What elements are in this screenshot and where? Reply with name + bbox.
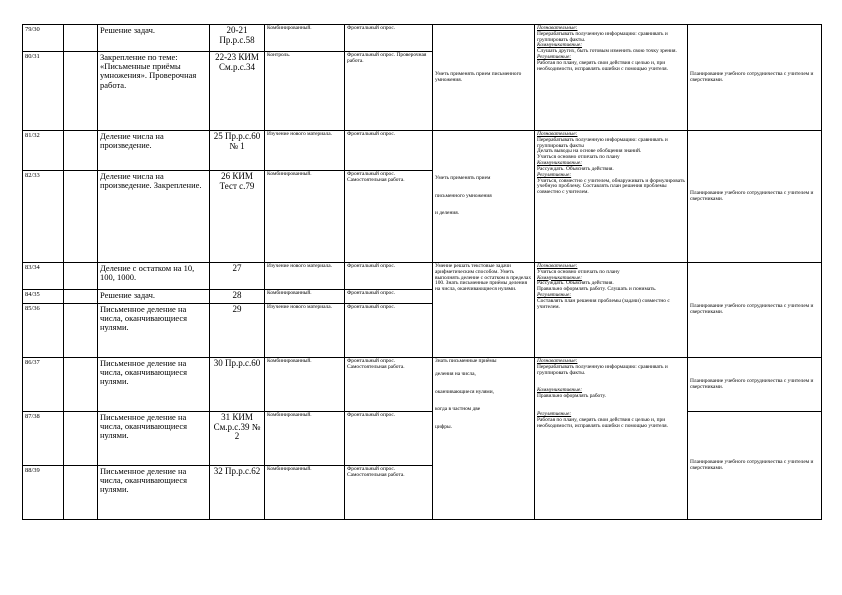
lesson-number: 86/37	[23, 358, 64, 412]
lesson-topic: Письменное деление на числа, оканчивающиеся нулями.	[98, 358, 210, 412]
skills-line: когда в частном две	[435, 406, 481, 413]
lesson-number: 81/32	[23, 131, 64, 171]
textbook-pages: 31 КИМ См.р.с.39 № 2	[210, 412, 265, 466]
uud-text: Рассуждать. Объяснять действия.	[537, 280, 614, 287]
table-row	[23, 263, 822, 290]
control-form: Фронтальный опрос. Самостоятельная работа.	[345, 358, 433, 412]
lesson-type: Изучение нового материала.	[265, 304, 345, 358]
control-form: Фронтальный опрос.	[345, 412, 433, 466]
uud-text: Перерабатывать полученную информацию: сравнивать и группировать факты.	[537, 30, 668, 43]
planning-cell: Планирование учебного сотрудничества с учителем и сверстниками.	[688, 25, 822, 131]
planning-cell: Планирование учебного сотрудничества с учителем и сверстниками.	[688, 412, 822, 520]
skills-cell: Уметь применять прием письменного умножения.	[433, 25, 535, 131]
control-form: Фронтальный опрос.	[345, 263, 433, 290]
date-cell	[64, 304, 98, 358]
uud-heading: Коммуникативные:	[537, 387, 583, 394]
skills-cell	[433, 131, 535, 263]
date-cell	[64, 263, 98, 290]
uud-heading: Познавательные:	[537, 25, 578, 31]
uud-text: Делать выводы на основе обобщения знаний.	[537, 148, 642, 155]
uud-text: Слушать других, быть готовым изменить свою точку зрения.	[537, 48, 677, 55]
date-cell	[64, 131, 98, 171]
uud-text: Работая по плану, сверять свои действия с целью и, при необходимости, исправлять ошибки с помощью учителя.	[537, 416, 668, 429]
uud-text: Учиться основно отличать по плану	[537, 268, 620, 275]
uud-text: Правильно оформлять работу. Слушать и понимать.	[537, 286, 657, 293]
lesson-topic: Деление с остатком на 10, 100, 1000.	[98, 263, 210, 290]
lesson-type: Комбинированный.	[265, 171, 345, 263]
lesson-type: Комбинированный.	[265, 25, 345, 52]
lesson-topic: Деление числа на произведение.	[98, 131, 210, 171]
lesson-topic: Письменное деление на числа, оканчивающиеся нулями.	[98, 412, 210, 466]
skills-line: цифры.	[435, 424, 452, 431]
uud-heading: Познавательные:	[537, 263, 578, 269]
textbook-pages: 26 КИМ Тест с.79	[210, 171, 265, 263]
skills-line: Знать письменные приёмы	[435, 358, 497, 364]
textbook-pages: 28	[210, 290, 265, 304]
lesson-topic: Письменное деление на числа, оканчивающиеся нулями.	[98, 466, 210, 520]
uud-heading: Коммуникативные:	[537, 42, 583, 49]
uud-heading: Регулятивные:	[537, 411, 572, 418]
uud-cell	[535, 263, 688, 358]
uud-heading: Регулятивные:	[537, 292, 572, 299]
uud-heading: Коммуникативные:	[537, 274, 583, 281]
control-form: Фронтальный опрос.	[345, 290, 433, 304]
uud-text: Перерабатывать полученную информацию: сравнивать и группировать факты	[537, 136, 668, 149]
planning-cell: Планирование учебного сотрудничества с учителем и сверстниками.	[688, 263, 822, 358]
skills-line: Уметь применять прием	[435, 174, 491, 181]
planning-cell: Планирование учебного сотрудничества с учителем и сверстниками.	[688, 131, 822, 263]
table-row	[23, 25, 822, 52]
date-cell	[64, 52, 98, 131]
date-cell	[64, 290, 98, 304]
table-row	[23, 412, 822, 466]
table-row	[23, 358, 822, 412]
control-form: Фронтальный опрос. Проверочная работа.	[345, 52, 433, 131]
lesson-type: Изучение нового материала.	[265, 131, 345, 171]
uud-cell	[535, 131, 688, 263]
lesson-number: 80/31	[23, 52, 64, 131]
textbook-pages: 22-23 КИМ См.р.с.34	[210, 52, 265, 131]
uud-heading: Познавательные:	[537, 358, 578, 364]
control-form: Фронтальный опрос. Самостоятельная работа.	[345, 466, 433, 520]
lesson-number: 88/39	[23, 466, 64, 520]
skills-line: письменного умножения	[435, 192, 492, 199]
uud-text: Учиться основно отличать по плану	[537, 154, 620, 161]
lesson-number: 87/38	[23, 412, 64, 466]
textbook-pages: 29	[210, 304, 265, 358]
lesson-topic: Деление числа на произведение. Закрепление.	[98, 171, 210, 263]
textbook-pages: 32 Пр.р.с.62	[210, 466, 265, 520]
control-form: Фронтальный опрос.	[345, 25, 433, 52]
lesson-number: 79/30	[23, 25, 64, 52]
lesson-number: 84/35	[23, 290, 64, 304]
control-form: Фронтальный опрос.	[345, 131, 433, 171]
date-cell	[64, 25, 98, 52]
date-cell	[64, 412, 98, 466]
uud-text: Учиться, совместно с учителем, обнаруживать и формулировать учебную проблему. Составлять план решения проблемы совместно с учителем.	[537, 177, 685, 196]
date-cell	[64, 171, 98, 263]
skills-line: оканчивающиеся нулями,	[435, 388, 494, 395]
lesson-topic: Решение задач.	[98, 25, 210, 52]
uud-text: Работая по плану, сверять свои действия с целью и, при необходимости, исправлять ошибки с помощью учителя.	[537, 59, 668, 72]
uud-text: Составлять план решения проблемы (задачи) совместно с учителем.	[537, 297, 670, 310]
uud-text: Перерабатывать полученную информацию: сравнивать и группировать факты.	[537, 363, 668, 376]
uud-cell	[535, 25, 688, 131]
textbook-pages: 27	[210, 263, 265, 290]
lesson-number: 85/36	[23, 304, 64, 358]
lesson-type: Изучение нового материала.	[265, 263, 345, 290]
skills-cell	[433, 358, 535, 520]
uud-text: Правильно оформлять работу.	[537, 393, 606, 400]
date-cell	[64, 466, 98, 520]
lesson-type: Комбинированный.	[265, 290, 345, 304]
lesson-type: Комбинированный.	[265, 466, 345, 520]
skills-line: деления на числа,	[435, 370, 476, 377]
lesson-number: 83/34	[23, 263, 64, 290]
control-form: Фронтальный опрос. Самостоятельная работа.	[345, 171, 433, 263]
uud-heading: Познавательные:	[537, 131, 578, 137]
lesson-type: Контроль.	[265, 52, 345, 131]
uud-text: Рассуждать. Объяснять действия.	[537, 165, 614, 172]
lesson-number: 82/33	[23, 171, 64, 263]
skills-cell: Умение решать текстовые задачи арифметическим способом. Уметь выполнять деление с остатком в пределах 100. Знать письменные приёмы деления на числа, оканчивающиеся нулями.	[433, 263, 535, 358]
textbook-pages: 20-21 Пр.р.с.58	[210, 25, 265, 52]
lesson-type: Комбинированный.	[265, 412, 345, 466]
uud-heading: Регулятивные:	[537, 54, 572, 61]
lesson-topic: Решение задач.	[98, 290, 210, 304]
uud-heading: Коммуникативные:	[537, 160, 583, 167]
lesson-topic: Закрепление по теме: «Письменные приёмы умножения». Проверочная работа.	[98, 52, 210, 131]
table-row	[23, 131, 822, 171]
uud-heading: Регулятивные:	[537, 171, 572, 178]
lesson-plan-table	[22, 24, 822, 520]
skills-line: и деления.	[435, 210, 460, 217]
textbook-pages: 30 Пр.р.с.60	[210, 358, 265, 412]
textbook-pages: 25 Пр.р.с.60 № 1	[210, 131, 265, 171]
lesson-type: Комбинированный.	[265, 358, 345, 412]
lesson-topic: Письменное деление на числа, оканчивающиеся нулями.	[98, 304, 210, 358]
date-cell	[64, 358, 98, 412]
planning-cell: Планирование учебного сотрудничества с учителем и сверстниками.	[688, 358, 822, 412]
control-form: Фронтальный опрос.	[345, 304, 433, 358]
uud-cell	[535, 358, 688, 520]
